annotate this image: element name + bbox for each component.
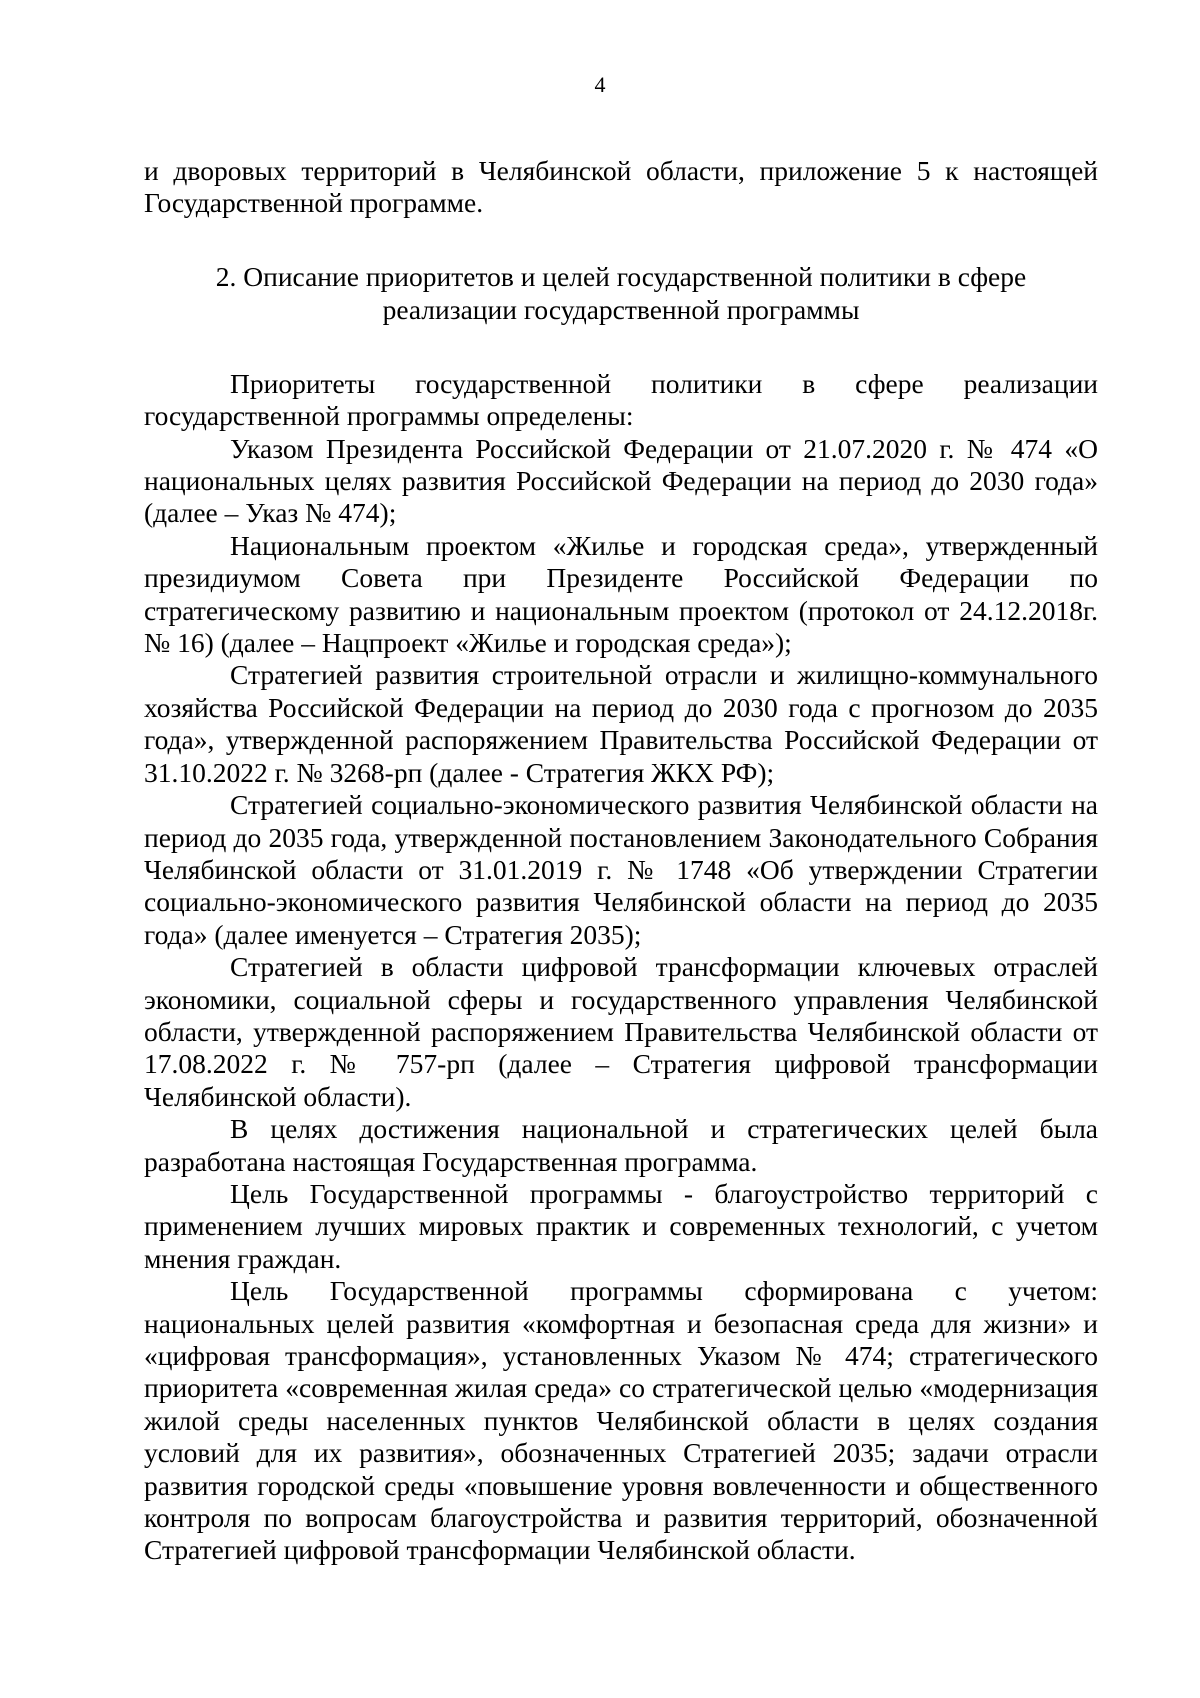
document-body (144, 155, 1098, 1567)
section-heading-line-1: 2. Описание приоритетов и целей государственной политики в сфере (215, 260, 1027, 292)
paragraph-program-developed: В целях достижения национальной и стратегических целей была разработана настоящая Государственная программа. (144, 1113, 1098, 1177)
paragraph-national-project: Национальным проектом «Жилье и городская среда», утвержденный президиумом Совета при Президенте Российской Федерации по стратегическому развитию и национальным проектом (протокол от 24.12.2018г. № 16) (далее – Нацпроект «Жилье и городская среда»); (144, 529, 1098, 659)
intro-paragraph: и дворовых территорий в Челябинской области, приложение 5 к настоящей Государственной программе. (144, 155, 1098, 219)
page-number: 4 (594, 72, 606, 97)
paragraph-digital-strategy: Стратегией в области цифровой трансформации ключевых отраслей экономики, социальной сферы и государственного управления Челябинской области, утвержденной распоряжением Правительства Челябинской области от 17.08.2022 г. № 757-рп (далее – Стратегия цифровой трансформации Челябинской области). (144, 951, 1098, 1112)
paragraph-decree-474: Указом Президента Российской Федерации от 21.07.2020 г. № 474 «О национальных целях развития Российской Федерации на период до 2030 года» (далее – Указ № 474); (144, 432, 1098, 529)
paragraph-goal-formed: Цель Государственной программы сформирована с учетом: национальных целей развития «комфортная и безопасная среда для жизни» и «цифровая трансформация», установленных Указом № 474; стратегического приоритета «современная жилая среда» со стратегической целью «модернизация жилой среды населенных пунктов Челябинской области в целях создания условий для их развития», обозначенных Стратегией 2035; задачи отрасли развития городской среды «повышение уровня вовлеченности и общественного контроля по вопросам благоустройства и развития территорий, обозначенной Стратегией цифровой трансформации Челябинской области. (144, 1275, 1098, 1566)
paragraph-housing-strategy: Стратегией развития строительной отрасли и жилищно-коммунального хозяйства Российской Федерации на период до 2030 года с прогнозом до 2035 года», утвержденной распоряжением Правительства Российской Федерации от 31.10.2022 г. № 3268-рп (далее - Стратегия ЖКХ РФ); (144, 659, 1098, 788)
paragraph-priorities: Приоритеты государственной политики в сфере реализации государственной программы определены: (144, 367, 1098, 432)
section-heading-line-2: реализации государственной программы (382, 293, 860, 325)
paragraph-program-goal: Цель Государственной программы - благоустройство территорий с применением лучших мировых практик и современных технологий, с учетом мнения граждан. (144, 1177, 1098, 1274)
paragraph-regional-strategy-2035: Стратегией социально-экономического развития Челябинской области на период до 2035 года, утвержденной постановлением Законодательного Собрания Челябинской области от 31.01.2019 г. № 1748 «Об утверждении Стратегии социально-экономического развития Челябинской области на период до 2035 года» (далее именуется – Стратегия 2035); (144, 789, 1098, 950)
section-heading (144, 260, 1098, 326)
